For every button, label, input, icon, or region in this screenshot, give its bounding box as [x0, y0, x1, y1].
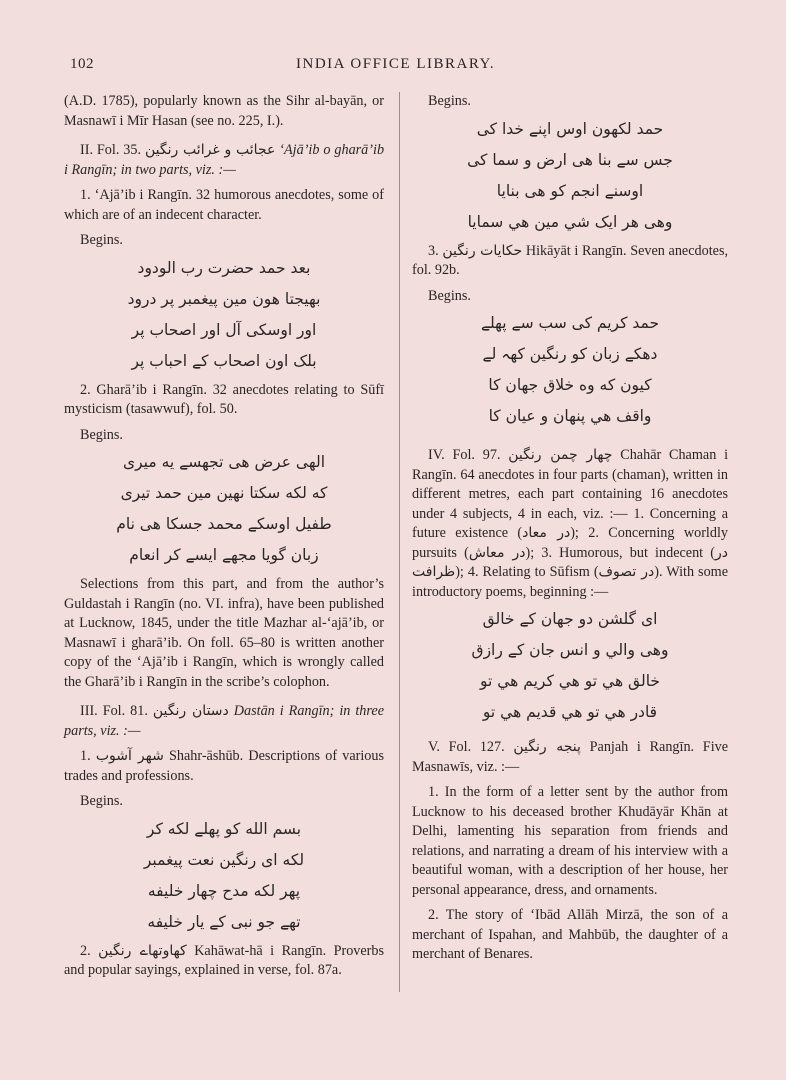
section-iii-label: III. Fol. 81.: [80, 703, 148, 719]
section-iv-text-c: ); 3. Humorous, but indecent (: [525, 544, 716, 561]
section-iv-paragraph: [412, 446, 728, 602]
verse-block: [412, 308, 728, 432]
verse-line: بلک اون اصحاب کے احباب پر: [131, 351, 317, 370]
verse-line: که لکه سکتا نهین مین حمد تیری: [120, 484, 328, 502]
masnawi-1-description: 1. In the form of a letter sent by the author from Lucknow to his deceased brother Khudāyār Khān at Delhi, lamenting his separation from friends and relations, and narrating a dream of his interview with a beautiful woman, with a description of her house, her personal appearance, dress, and ornaments.: [412, 784, 728, 898]
verse-line: ای گلشن دو جهان کے خالق: [482, 610, 658, 628]
part-number: 3.: [428, 242, 439, 259]
verse-line: حمد لکهون اوس اپنے خدا کی: [476, 119, 664, 138]
section-iv-text-e: ). With some introductory poems, beginning :—: [412, 564, 728, 600]
part-3-3-description: [412, 242, 728, 281]
urdu-term: در معاش: [468, 544, 526, 561]
part-text: Hikāyāt i Rangīn. Seven anecdotes, fol. 92b.: [412, 242, 729, 278]
section-iv-text-a: Chahār Chaman i Rangīn. 64 anecdotes in four parts (chaman), written in different metres, each part containing 16 anecdotes under 4 subjects, 4 in each, viz. :— 1. Concerning a future existence (: [412, 447, 729, 541]
part-number: 1.: [80, 748, 91, 764]
section-v-text: Panjah i Rangīn. Five Masnawīs, viz. :—: [412, 739, 729, 775]
verse-block: [412, 114, 728, 238]
section-iii-text: Dastān i Rangīn; in three parts, viz. :—: [64, 703, 384, 739]
section-iv-label: IV. Fol. 97.: [428, 447, 501, 463]
verse-block: [64, 253, 384, 377]
section-iv-text-d: ); 4. Relating to Sūfism (: [455, 564, 599, 580]
section-iv-urdu-title: چهار چمن رنگین: [508, 447, 613, 463]
section-v-urdu-title: پنجه رنگین: [513, 739, 581, 755]
page-header: [0, 56, 786, 78]
selections-paragraph: Selections from this part, and from the author’s Guldastah i Rangīn (no. VI. infra), have been published at Lucknow, 1845, under the title Mazhar al-‘ajā’ib, or Masnawī i gharā’ib. On foll. 65–80 is written another copy of the ‘Ajā’ib i Rangīn, which is wrongly called the Gharā’ib i Rangīn in the scribe’s colophon.: [64, 576, 384, 690]
part-text: Kahāwat-hā i Rangīn. Proverbs and popular sayings, explained in verse, fol. 87a.: [64, 942, 385, 978]
begins-label: Begins.: [428, 93, 471, 109]
section-iv-text-b: ); 2. Concerning worldly pursuits (: [412, 525, 728, 561]
verse-block: [412, 604, 728, 728]
running-title: INDIA OFFICE LIBRARY.: [296, 56, 496, 72]
left-column: [64, 92, 384, 981]
verse-line: جس سے بنا هی ارض و سما کی: [467, 150, 673, 169]
verse-block: [64, 447, 384, 571]
verse-line: دهکے زبان کو رنگین کهہ لے: [482, 345, 658, 363]
verse-line: اور اوسکی آل اور اصحاب پر: [131, 320, 317, 339]
verse-line: کیون که وه خلاق جهان کا: [488, 376, 652, 394]
urdu-term: در معاد: [522, 525, 571, 541]
part-3-2-description: [64, 942, 384, 981]
verse-line: وهی والي و انس جان کے رازق: [471, 641, 669, 659]
part-urdu-title: کهاوتهاے رنگین: [98, 942, 187, 959]
verse-line: خالق هي تو هي کریم هي تو: [480, 672, 660, 690]
part-1-description: 1. ‘Ajā’ib i Rangīn. 32 humorous anecdotes, some of which are of an indecent character.: [64, 187, 384, 223]
verse-line: وهی هر ایک شي مین هي سمایا: [467, 212, 673, 231]
verse-line: پهر لکه مدح چهار خلیفه: [147, 881, 301, 900]
part-text: Shahr-āshūb. Descriptions of various trades and professions.: [64, 748, 384, 784]
masnawi-2-description: 2. The story of ‘Ibād Allāh Mirzā, the son of a merchant of Ispahan, and Mahbūb, the daughter of a merchant of Benares.: [412, 907, 728, 962]
right-column: [412, 92, 728, 965]
verse-line: بعد حمد حضرت رب الودود: [137, 258, 311, 277]
part-number: 2.: [80, 942, 91, 959]
section-v-heading: [412, 738, 728, 777]
part-urdu-title: حکایات رنگین: [442, 242, 523, 259]
verse-line: حمد کریم کی سب سے پهلے: [480, 314, 660, 332]
column-divider: [399, 92, 400, 992]
begins-label: Begins.: [80, 232, 123, 248]
page-number: 102: [70, 56, 94, 72]
part-2-description: 2. Gharā’ib i Rangīn. 32 anecdotes relating to Sūfī mysticism (tasawwuf), fol. 50.: [64, 381, 384, 417]
section-ii-label: II. Fol. 35.: [80, 142, 142, 158]
verse-line: بهیجتا هون مین پیغمبر پر درود: [127, 289, 321, 308]
verse-line: الهی عرض هی تجهسے یه میری: [122, 453, 326, 471]
verse-line: تهے جو نبی کے یار خلیفه: [147, 912, 301, 931]
verse-line: زبان گویا مجهے ایسے کر انعام: [129, 546, 319, 564]
begins-label: Begins.: [80, 426, 123, 443]
verse-line: لکه ای رنگین نعت پیغمبر: [143, 850, 305, 869]
verse-block: [64, 814, 384, 938]
verse-line: اوسنے انجم کو هی بنایا: [496, 181, 644, 200]
section-ii-text: ‘Ajā’ib o gharā’ib i Rangīn; in two parts, viz. :—: [64, 142, 385, 178]
section-ii-urdu-title: عجائب و غرائب رنگین: [144, 142, 276, 158]
verse-line: طفیل اوسکے محمد جسکا هی نام: [116, 515, 332, 533]
section-iii-urdu-title: دستان رنگین: [152, 703, 229, 719]
urdu-term: در ظرافت: [412, 544, 729, 580]
intro-paragraph: (A.D. 1785), popularly known as the Sihr al-bayān, or Masnawī i Mīr Hasan (see no. 225, I.).: [64, 93, 384, 129]
section-iii-heading: [64, 702, 384, 741]
urdu-term: در تصوف: [598, 564, 655, 580]
part-3-1-description: [64, 747, 384, 786]
section-v-label: V. Fol. 127.: [428, 739, 505, 755]
verse-line: واقف هي پنهان و عیان کا: [488, 407, 652, 425]
verse-line: قادر هي تو هي قدیم هي تو: [482, 703, 658, 721]
verse-line: بسم الله کو پهلے لکه کر: [146, 819, 302, 838]
begins-label: Begins.: [80, 793, 123, 809]
part-urdu-title: شهر آشوب: [95, 748, 164, 764]
begins-label: Begins.: [428, 287, 471, 304]
section-ii-heading: [64, 141, 384, 180]
